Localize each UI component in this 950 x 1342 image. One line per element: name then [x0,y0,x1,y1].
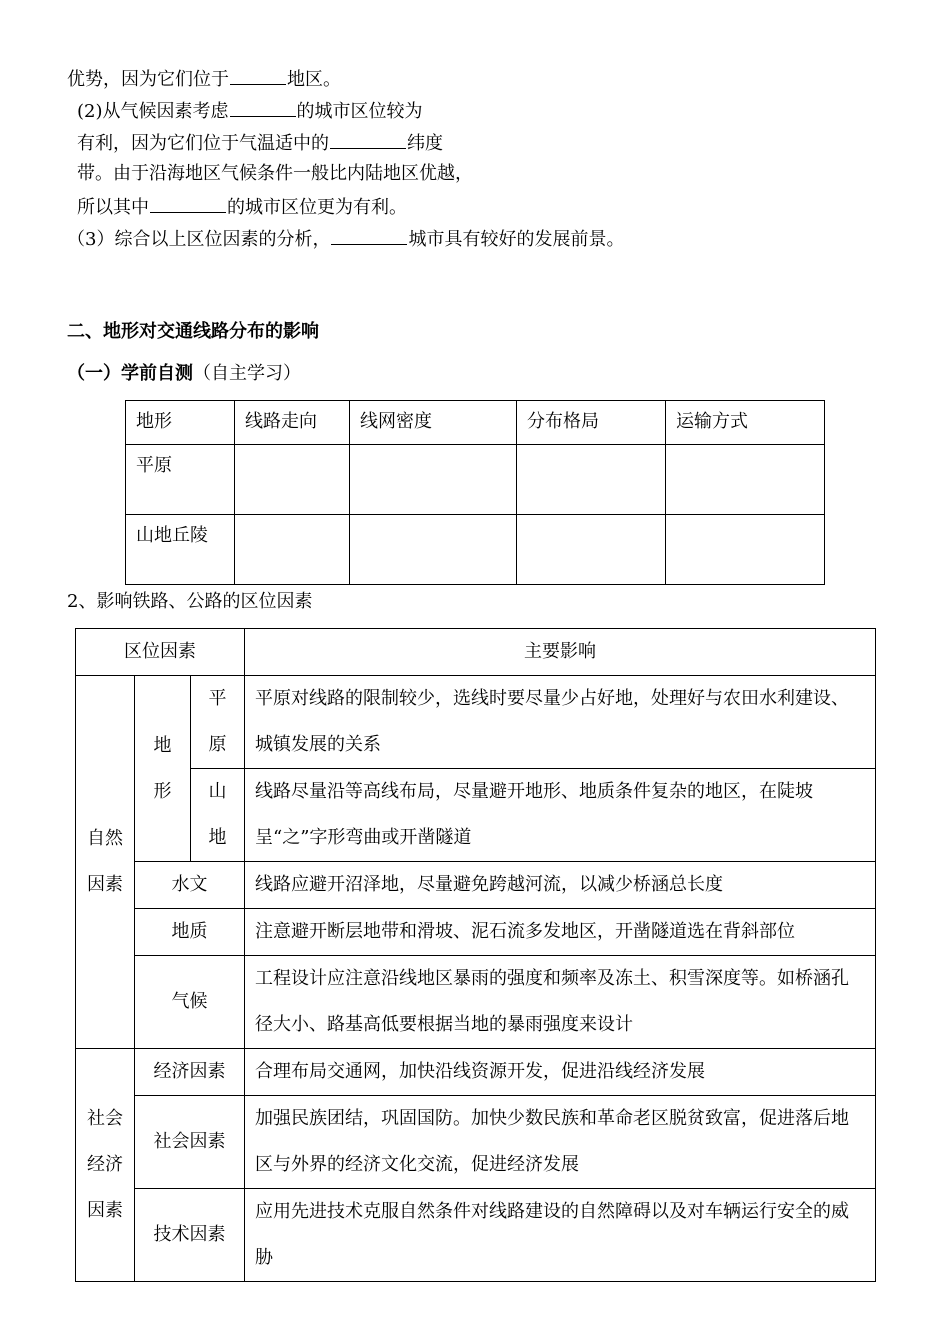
intro-line-3 [77,130,443,156]
climate-label: 气候 [135,956,245,1049]
fill-blank [230,98,296,117]
subsection-note: （自主学习） [193,363,301,384]
fill-blank [230,66,286,85]
table-header: 线网密度 [350,401,517,445]
intro-text: 城市具有较好的发展前景。 [408,229,625,250]
tech-label: 技术因素 [135,1189,245,1282]
society-effect: 加强民族团结，巩固国防。加快少数民族和革命老区脱贫致富，促进落后地区与外界的经济文化交流，促进经济发展 [245,1096,876,1189]
intro-line-5 [77,194,407,220]
hydrology-label: 水文 [135,862,245,909]
geology-effect: 注意避开断层地带和滑坡、泥石流多发地区，开凿隧道选在背斜部位 [245,909,876,956]
intro-text: 有利，因为它们位于气温适中的 [77,133,329,154]
fill-blank [150,194,226,213]
climate-effect: 工程设计应注意沿线地区暴雨的强度和频率及冻土、积雪深度等。如桥涵孔径大小、路基高低要根据当地的暴雨强度来设计 [245,956,876,1049]
plain-label: 平 原 [191,676,245,769]
terrain-self-test-table [125,400,825,585]
plain-effect: 平原对线路的限制较少，选线时要尽量少占好地，处理好与农田水利建设、城镇发展的关系 [245,676,876,769]
answer-cell[interactable] [350,445,517,515]
intro-text: 地区。 [287,69,341,90]
intro-text: 的城市区位更为有利。 [227,197,407,218]
mountain-effect: 线路尽量沿等高线布局，尽量避开地形、地质条件复杂的地区，在陡坡呈“之”字形弯曲或开凿隧道 [245,769,876,862]
intro-line-6 [67,226,624,252]
tech-effect: 应用先进技术克服自然条件对线路建设的自然障碍以及对车辆运行安全的威胁 [245,1189,876,1282]
intro-text: 纬度 [407,133,443,154]
natural-factors-label: 自然 因素 [76,676,135,1049]
table-header: 运输方式 [666,401,825,445]
table-header: 线路走向 [235,401,350,445]
intro-text: 所以其中 [77,197,149,218]
subsection-heading [67,362,301,386]
answer-cell[interactable] [666,515,825,585]
answer-cell[interactable] [235,515,350,585]
society-label: 社会因素 [135,1096,245,1189]
answer-cell[interactable] [517,515,666,585]
intro-text: （3）综合以上区位因素的分析， [67,229,331,250]
answer-cell[interactable] [350,515,517,585]
geology-label: 地质 [135,909,245,956]
fill-blank [330,130,406,149]
header-factor: 区位因素 [76,629,245,676]
socioeconomic-factors-label: 社会 经济 因素 [76,1049,135,1282]
table-header: 分布格局 [517,401,666,445]
subsection-bold: （一）学前自测 [67,363,193,384]
hydrology-effect: 线路应避开沼泽地，尽量避免跨越河流，以减少桥涵总长度 [245,862,876,909]
section-heading: 二、地形对交通线路分布的影响 [67,321,319,342]
answer-cell[interactable] [517,445,666,515]
economic-label: 经济因素 [135,1049,245,1096]
item-2-title: 2、影响铁路、公路的区位因素 [67,591,313,612]
intro-line-4: 带。由于沿海地区气候条件一般比内陆地区优越， [77,163,473,184]
economic-effect: 合理布局交通网，加快沿线资源开发，促进沿线经济发展 [245,1049,876,1096]
intro-line-1 [67,66,341,92]
location-factors-table [75,628,876,1282]
row-label: 山地丘陵 [126,515,235,585]
intro-line-2 [77,98,423,124]
fill-blank [331,226,407,245]
intro-text: 的城市区位较为 [296,101,423,122]
mountain-label: 山 地 [191,769,245,862]
terrain-label: 地 形 [135,676,191,862]
row-label: 平原 [126,445,235,515]
answer-cell[interactable] [235,445,350,515]
header-effect: 主要影响 [245,629,876,676]
intro-text: 优势，因为它们位于 [67,69,229,90]
table-header: 地形 [126,401,235,445]
answer-cell[interactable] [666,445,825,515]
intro-text: (2)从气候因素考虑 [77,101,229,122]
